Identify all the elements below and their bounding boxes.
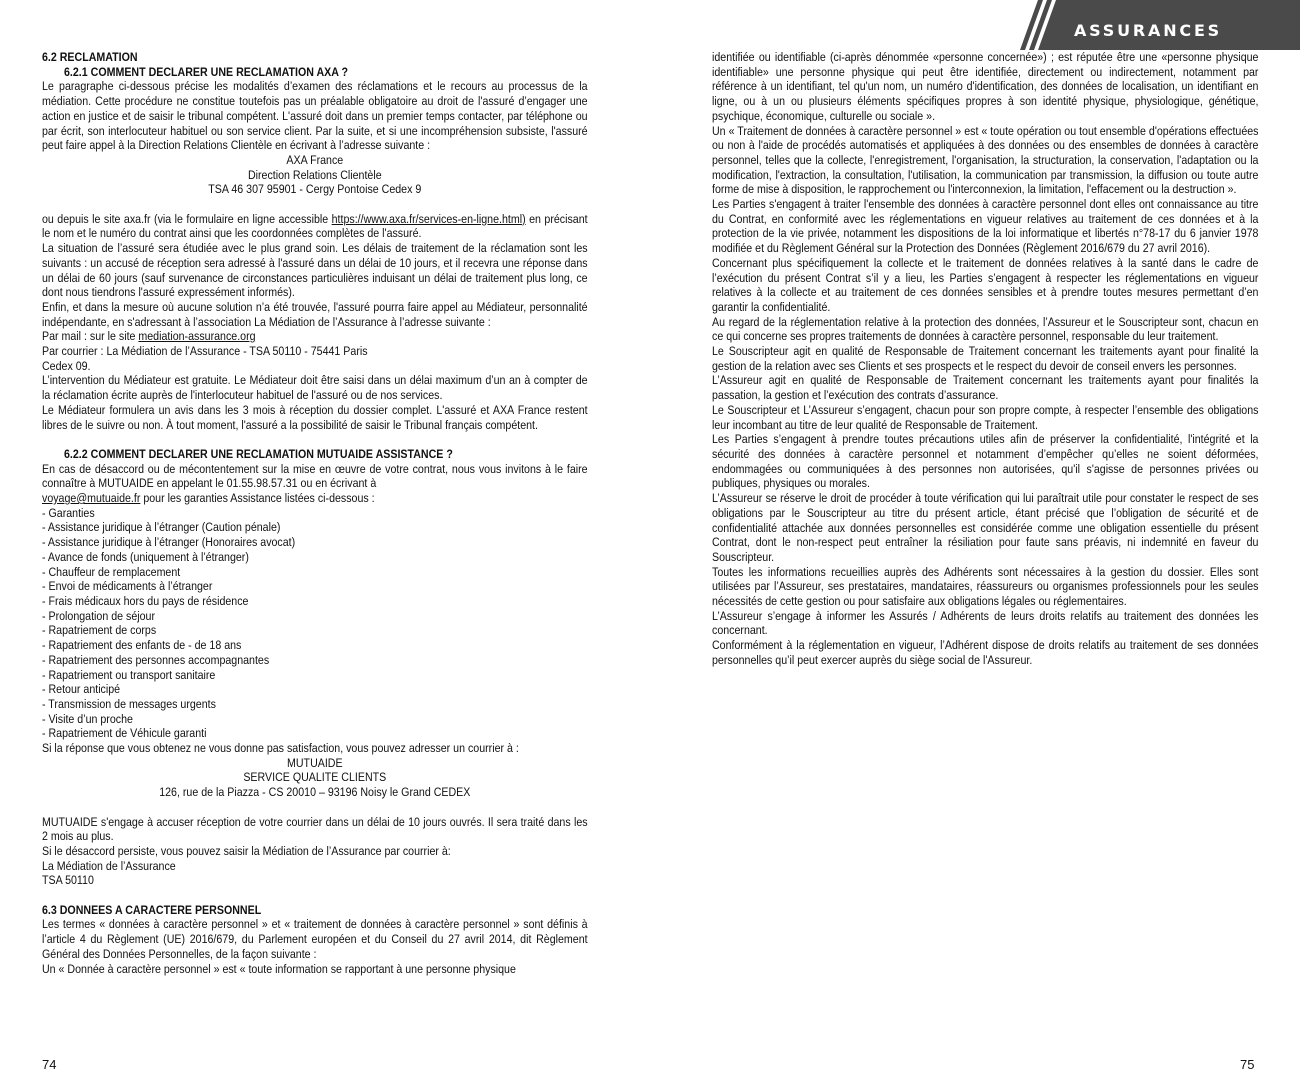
paragraph-regulation: Au regard de la réglementation relative à la protection des données, l’Assureur et le Souscripteur sont, chacun en ce qui concerne ses propres traitements de données à caractère personnel, responsable du leur traitement.: [712, 314, 1259, 344]
paragraph-identifiable-person: identifiée ou identifiable (ci-après dénommée «personne concernée») ; est réputée être une «personne physique identifiable» une personne physique qui peut être identifiée, directement ou indirectement, notamment par référence à un identifiant, tel qu'un nom, un numéro d'identification, des données de localisation, un identifiant en ligne, ou à un ou plusieurs éléments spécifiques propres à son identité physique, physiologique, génétique, psychique, économique, culturelle ou sociale ».: [712, 50, 1259, 123]
heading-6-3: 6.3 DONNEES A CARACTERE PERSONNEL: [42, 902, 262, 917]
heading-6-2-2: 6.2.2 COMMENT DECLARER UNE RECLAMATION MUTUAIDE ASSISTANCE ?: [64, 446, 453, 461]
list-item: - Assistance juridique à l’étranger (Caution pénale): [42, 520, 281, 535]
list-item: - Avance de fonds (uniquement à l’étranger): [42, 549, 249, 564]
list-item: - Chauffeur de remplacement: [42, 564, 181, 579]
paragraph-processing-def: Un « Traitement de données à caractère personnel » est « toute opération ou tout ensemble d'opérations effectuées ou non à l'aide de procédés automatisés et appliquées à des données ou des ensembles de données à caractère personnel, telles que la collecte, l'enregistrement, l'organisation, la structuration, la conservation, l'adaptation ou la modification, l'extraction, la consultation, l'utilisation, la communication par transmission, la diffusion ou toute autre forme de mise à disposition, le rapprochement ou l'interconnexion, la limitation, l'effacement ou la destruction ».: [712, 123, 1259, 197]
paragraph-mediation-name: La Médiation de l’Assurance: [42, 858, 176, 873]
paragraph-joint-obligations: Le Souscripteur et L’Assureur s’engagent, chacun pour son propre compte, à respecter l’ensemble des obligations leur incombant au titre de leur qualité de Responsable de Traitement.: [712, 402, 1259, 432]
heading-6-2-1: 6.2.1 COMMENT DECLARER UNE RECLAMATION AXA ?: [64, 64, 349, 79]
paragraph-mediator-post: Par courrier : La Médiation de l’Assurance - TSA 50110 - 75441 Paris: [42, 344, 368, 359]
axa-services-link[interactable]: https://www.axa.fr/services-en-ligne.html): [331, 211, 526, 226]
mediator-mail-text: Par mail : sur le site: [42, 329, 139, 344]
paragraph-axa-intro: Le paragraphe ci-dessous précise les modalités d’examen des réclamations et le recours au processus de la médiation. Cette procédure ne constitue toutefois pas un préalable obligatoire au droit de l'assuré d’engager une action en justice et de saisir le tribunal compétent. L'assuré doit dans un premier temps contacter, par téléphone ou par écrit, son interlocuteur habituel ou son service client. Par la suite, et si une incompréhension subsiste, l'assuré peut faire appel à la Direction Relations Clientèle en écrivant à l’adresse suivante :: [42, 79, 588, 153]
list-item: - Garanties: [42, 505, 95, 520]
axa-address-line: Direction Relations Clientèle: [247, 167, 382, 182]
list-item: - Visite d’un proche: [42, 711, 133, 726]
paragraph-mutuaide-intro: En cas de désaccord ou de mécontentement sur la mise en œuvre de votre contrat, nous vous invitons à le faire connaître à MUTUAIDE en appelant le 01.55.98.57.31 ou en écrivant à: [42, 461, 588, 491]
list-item: - Prolongation de séjour: [42, 608, 156, 623]
axa-address-line: TSA 46 307 95901 - Cergy Pontoise Cedex 9: [208, 182, 422, 197]
mutuaide-email-text: pour les garanties Assistance listées ci-dessous :: [140, 491, 375, 506]
axa-online-text: ou depuis le site axa.fr (via le formulaire en ligne accessible: [42, 211, 332, 226]
guarantees-list: [42, 506, 588, 741]
mutuaide-address-line: MUTUAIDE: [287, 755, 343, 770]
paragraph-mediator-opinion: Le Médiateur formulera un avis dans les 3 mois à réception du dossier complet. L'assuré et AXA France restent libres de le suivre ou non. À tout moment, l'assuré a la possibilité de saisir le Tribunal français compétent.: [42, 402, 588, 432]
mutuaide-address-line: 126, rue de la Piazza - CS 20010 – 93196 Noisy le Grand CEDEX: [159, 785, 471, 800]
paragraph-parties-commit: Les Parties s'engagent à traiter l'ensemble des données à caractère personnel dont elles ont connaissance au titre du Contrat, en conformité avec les réglementations en vigueur relatives au traitement de ces données et à la protection de la vie privée, notamment les dispositions de la loi informatique et libertés n°78-17 du 6 janvier 1978 modifiée et du Règlement Général sur la Protection des Données (Règlement 2016/679 du 27 avril 2016).: [712, 197, 1259, 256]
paragraph-mediator: Enfin, et dans la mesure où aucune solution n’a été trouvée, l'assuré pourra faire appel au Médiateur, personnalité indépendante, en s'adressant à l’association La Médiation de l’Assurance à l’adresse suivante :: [42, 299, 588, 329]
paragraph-member-rights: Conformément à la réglementation en vigueur, l’Adhérent dispose de droits relatifs au traitement de ses données personnelles qu’il peut exercer auprès du siège social de l'Assureur.: [712, 638, 1259, 667]
paragraph-information-use: Toutes les informations recueillies auprès des Adhérents sont nécessaires à la gestion du dossier. Elles sont utilisées par l’Assureur, ses prestataires, mandataires, réassureurs ou organismes professionnels pour les seules nécessités de cette gestion ou pour satisfaire aux obligations légales ou réglementaires.: [712, 564, 1259, 609]
list-item: - Rapatriement des personnes accompagnantes: [42, 652, 270, 667]
paragraph-inform-rights: L’Assureur s’engage à informer les Assurés / Adhérents de leurs droits relatifs au traitement des données les concernant.: [712, 608, 1259, 638]
list-item: - Assistance juridique à l’étranger (Honoraires avocat): [42, 535, 296, 550]
right-page-column: [712, 50, 1258, 668]
list-item: - Rapatriement de corps: [42, 623, 157, 638]
page-number-right: 75: [1240, 1057, 1255, 1072]
paragraph-subscriber-controller: Le Souscripteur agit en qualité de Responsable de Traitement concernant les traitements ayant pour finalité la gestion de la relation avec ses Clients et ses prospects et le respect du devoir de conseil envers les personnes.: [712, 344, 1259, 373]
list-item: - Frais médicaux hors du pays de résidence: [42, 593, 249, 608]
paragraph-mediator-free: L’intervention du Médiateur est gratuite. Le Médiateur doit être saisi dans un délai maximum d’un an à compter de la réclamation écrite auprès de l'interlocuteur habituel de l'assuré ou de nos services.: [42, 373, 588, 403]
paragraph-mutuaide-ack: MUTUAIDE s'engage à accuser réception de votre courrier dans un délai de 10 jours ouvrés. Il sera traité dans les 2 mois au plus.: [42, 814, 588, 844]
axa-online-text-end: en précisant le nom et le numéro du contrat ainsi que les coordonnées complètes de l'assuré.: [42, 211, 588, 241]
paragraph-mutuaide-dispute: Si le désaccord persiste, vous pouvez saisir la Médiation de l’Assurance par courrier à:: [42, 843, 451, 858]
paragraph-confidentiality: Les Parties s’engagent à prendre toutes précautions utiles afin de préserver la confidentialité, l'intégrité et la sécurité des données à caractère personnel et notamment d’empêcher qu’elles ne soient déformées, endommagées ou communiquées à des personnes non autorisées, qu'il s'agisse de personnes privées ou publiques, physiques ou morales.: [712, 432, 1259, 491]
paragraph-mediator-cedex: Cedex 09.: [42, 358, 91, 373]
page-number-left: 74: [42, 1057, 57, 1072]
heading-6-2: 6.2 RECLAMATION: [42, 50, 138, 64]
list-item: - Rapatriement ou transport sanitaire: [42, 667, 216, 682]
list-item: - Retour anticipé: [42, 682, 121, 697]
list-item: - Rapatriement des enfants de - de 18 ans: [42, 638, 242, 653]
paragraph-mediator-mail: [42, 329, 588, 344]
paragraph-personal-data-def: Un « Donnée à caractère personnel » est « toute information se rapportant à une personne physique: [42, 961, 516, 976]
paragraph-health-data: Concernant plus spécifiquement la collecte et le traitement de données relatives à la santé dans le cadre de l’exécution du présent Contrat s’il y a lieu, les Parties s’engagent à respecter les réglementations en vigueur relatives à la collecte et au traitement de ces données sensibles et à prendre toutes mesures permettant d’en garantir la confidentialité.: [712, 255, 1259, 314]
paragraph-axa-online: [42, 212, 588, 241]
paragraph-mediation-tsa: TSA 50110: [42, 873, 94, 888]
list-item: - Envoi de médicaments à l’étranger: [42, 579, 213, 594]
mutuaide-email-link[interactable]: voyage@mutuaide.fr: [42, 491, 141, 506]
axa-address-line: AXA France: [286, 152, 344, 167]
paragraph-gdpr-terms: Les termes « données à caractère personnel » et « traitement de données à caractère personnel » sont définis à l’article 4 du Règlement (UE) 2016/679, du Parlement européen et du Conseil du 27 avril 2014, dit Règlement Général des Données Personnelles, de la façon suivante :: [42, 917, 588, 961]
left-page-column: [42, 50, 588, 976]
mutuaide-address-line: SERVICE QUALITE CLIENTS: [243, 770, 387, 785]
paragraph-mutuaide-email: [42, 491, 588, 506]
paragraph-mutuaide-courrier: Si la réponse que vous obtenez ne vous donne pas satisfaction, vous pouvez adresser un courrier à :: [42, 741, 519, 756]
paragraph-insurer-controller: L’Assureur agit en qualité de Responsable de Traitement concernant les traitements ayant pour finalités la passation, la gestion et l’exécution des contrats d’assurance.: [712, 373, 1259, 403]
list-item: - Transmission de messages urgents: [42, 696, 216, 711]
mediation-website-link[interactable]: mediation-assurance.org: [138, 329, 256, 344]
paragraph-axa-delays: La situation de l’assuré sera étudiée avec le plus grand soin. Les délais de traitement de la réclamation sont les suivants : un accusé de réception sera adressé à l'assuré dans un délai de 10 jours, et il recevra une réponse dans un délai de 60 jours (sauf survenance de circonstances particulières induisant un délai de traitement plus long, ce dont nous tiendrons l'assuré expressément informés).: [42, 241, 588, 300]
banner-title: ASSURANCES: [1074, 21, 1222, 40]
paragraph-verification: L’Assureur se réserve le droit de procéder à toute vérification qui lui paraîtrait utile pour constater le respect de ses obligations par le Souscripteur au titre du présent article, étant précisé que l’obligation de sécurité et de confidentialité attachée aux données personnelles est considérée comme une obligation essentielle du présent Contrat, dont le non-respect peut entraîner la résiliation pour faute sans préavis, ni indemnité en faveur du Souscripteur.: [712, 491, 1259, 564]
list-item: - Rapatriement de Véhicule garanti: [42, 726, 207, 741]
